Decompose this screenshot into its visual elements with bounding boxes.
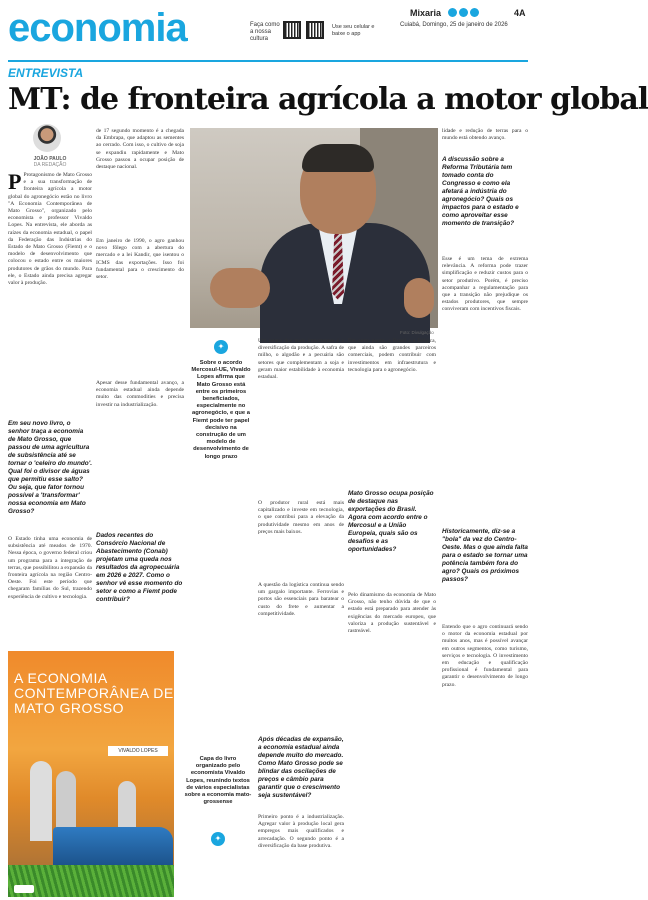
page-header [0,0,535,58]
interview-photo [190,128,438,328]
article-column-3-top: Um ponto dos mais importantes é a diversificação da produção. A safra de milho, o algodão e a pecuária são setores que complementam a soja e geram maior estabilidade à economia estadual. [258,338,344,381]
question-4: Mato Grosso ocupa posição de destaque nas exportações do Brasil. Agora com acordo entre o Mercosul e a União Europeia, quais são os desafios e as oportunidades? [348,490,434,553]
article-column-3-bottom: Primeiro ponto é a industrialização. Agregar valor à produção local gera empregos mais qualificados e arrecadação. O segundo ponto é a diversificação da base produtiva. [258,814,344,849]
brand-logo-icon [448,8,479,17]
article-column-2-top: de 17 segundo momento é a chegada da Embrapa, que adaptou as sementes ao cerrado. Com isso, o cultivo de soja se expandiu rapidamente e Mato Grosso passou a ocupar posição de destaque nacional. [96,128,184,171]
author-avatar [33,124,61,152]
article-column-4-bottom: Pelo dinamismo da economia de Mato Grosso, não tenho dúvida de que o estado está preparado para atender às exigências do mercado europeu, que valoriza a produção sustentável e rastreável. [348,592,436,635]
book-cover-image [8,651,174,897]
photo-caption: Sobre o acordo Mercosul-UE, Vivaldo Lopes afirma que Mato Grosso está entre os primeiros beneficiados, especialmente no agronegócio, e que a Fiemt pode ter papel decisivo na construção de um modelo de desenvolvimento de longo prazo [191,360,251,460]
photo-credit: Foto: Divulgação [400,330,434,335]
page-number: 4A [514,8,526,18]
book-title: A ECONOMIA CONTEMPORÂNEA DE MATO GROSSO [14,670,174,716]
question-5: A discussão sobre a Reforma Tributária tem tomado conta do Congresso e como ela afetará a indústria do agronegócio? Quais os impactos para o estado e como aproveitar esse momento de transição? [442,156,519,227]
article-column-4-top: Em outro ponto, o Brasil e a Bélgica, que ainda são grandes parceiros comerciais, podem contribuir com investimentos em infraestrutura e tecnologia para o agronegócio. [348,338,436,373]
promo-text-app: Use seu celular e baixe o app [332,24,375,37]
question-1: Em seu novo livro, o senhor traça a economia de Mato Grosso, que passou de uma agricultura de subsistência até se tornar o 'celeiro do mundo'. Qual foi o divisor de águas que permitiu esse salto? Ou seja, que fator tornou possível a 'transformar' nossa economia em Mato Grosso? [8,420,92,515]
article-column-5-mid: Esse é um tema de extrema relevância. A reforma pode trazer simplificação e reduzir custos para o setor produtivo. Porém, é preciso acompanhar a regulamentação para que a transição não prejudique os estados produtores, que sempre conviveram com incentivos fiscais. [442,256,528,313]
qr-code-icon[interactable] [306,21,324,39]
section-title: economia [8,6,187,50]
book-caption: Capa do livro organizado pelo economista Vivaldo Lopes, reunindo textos de vários especialistas sobre a economia mato-grossense [184,756,252,806]
article-column-2-lower: Apesar desse fundamental avanço, a economia estadual ainda depende muito das commodities e precisa investir na industrialização. [96,380,184,408]
dateline: Cuiabá, Domingo, 25 de janeiro de 2026 [400,22,508,28]
article-column-1-top: P Protagonismo de Mato Grosso e a sua transformação de fronteira agrícola a motor global do agronegócio estão no livro "A Economia Contemporânea de Mato Grosso", organizado pelo economista e professor Vivaldo Lopes. Na entrevista, ele aborda as raízes da economia estadual, o papel da Federação das Indústrias do Estado de Mato Grosso (Fiemt) e o modelo de desenvolvimento que colocou o estado entre os maiores produtores de grãos do mundo. Para ele, o Estado ainda precisa agregar valor à produção. [8,169,92,287]
author-name: JOÃO PAULO [33,156,67,162]
author-role: DA REDAÇÃO [33,162,67,168]
article-column-2-mid: Em janeiro de 1990, o agro ganhou novo fôlego com a abertura do mercado e a lei Kandir, que isentou o ICMS das exportações. Isso foi fundamental para o crescimento do setor. [96,238,184,281]
publisher-logo [14,885,34,893]
article-column-5-top: lidade e redução de terras para o mundo está obtendo avanço. [442,128,528,142]
header-divider [8,60,528,62]
article-column-3-lower: A questão da logística continua sendo um gargalo importante. Ferrovias e portos são essenciais para baratear o custo do frete e aumentar a competitividade. [258,582,344,617]
train-illustration [53,827,173,869]
promo-text: Faça como a nossa cultura [250,22,280,42]
book-author: VIVALDO LOPES [108,746,168,756]
article-kicker: ENTREVISTA [8,66,84,80]
drop-cap: P [8,169,22,194]
article-column-3-mid: O produtor rural está mais capitalizado e investe em tecnologia, o que contribui para a elevação da produtividade mesmo em anos de preços mais baixos. [258,500,344,535]
question-6: Historicamente, diz-se a "bola" da vez do Centro-Oeste. Mas o que ainda falta para o estado se tornar uma potência também fora do agro? Quais os próximos passos? [442,528,528,583]
question-3: Após décadas de expansão, a economia estadual ainda depende muito do mercado. Como Mato Grosso pode se blindar das oscilações de preços e câmbio para garantir que o crescimento seja sustentável? [258,736,344,799]
article-headline: MT: de fronteira agrícola a motor global [8,82,648,117]
qr-code-icon[interactable] [283,21,301,39]
newspaper-brand: Mixaria [410,8,442,18]
share-icon[interactable]: ✦ [211,832,225,846]
article-column-1-bottom: O Estado tinha uma economia de subsistência até meados de 1970. Nessa época, o governo federal criou um programa para a integração de terras, que possibilitou a expansão da fronteira agrícola na região Centro-Oeste. Foi este período que chegaram famílias do Sul, trazendo experiência de cultivo e tecnologia. [8,536,92,600]
question-2: Dados recentes do Consórcio Nacional de Abastecimento (Conab) projetam uma queda nos resultados da agropecuária em 2026 e 2027. Como o senhor vê esse momento do setor e como a Fiemt pode contribuir? [96,532,183,603]
share-icon[interactable]: ✦ [214,340,228,354]
article-column-5-bottom: Entendo que o agro continuará sendo o motor da economia estadual por muitos anos, mas é possível avançar em outros segmentos, como turismo, serviços e tecnologia. O investimento em educação e qualificação profissional é fundamental para garantir o desenvolvimento de longo prazo. [442,624,528,688]
